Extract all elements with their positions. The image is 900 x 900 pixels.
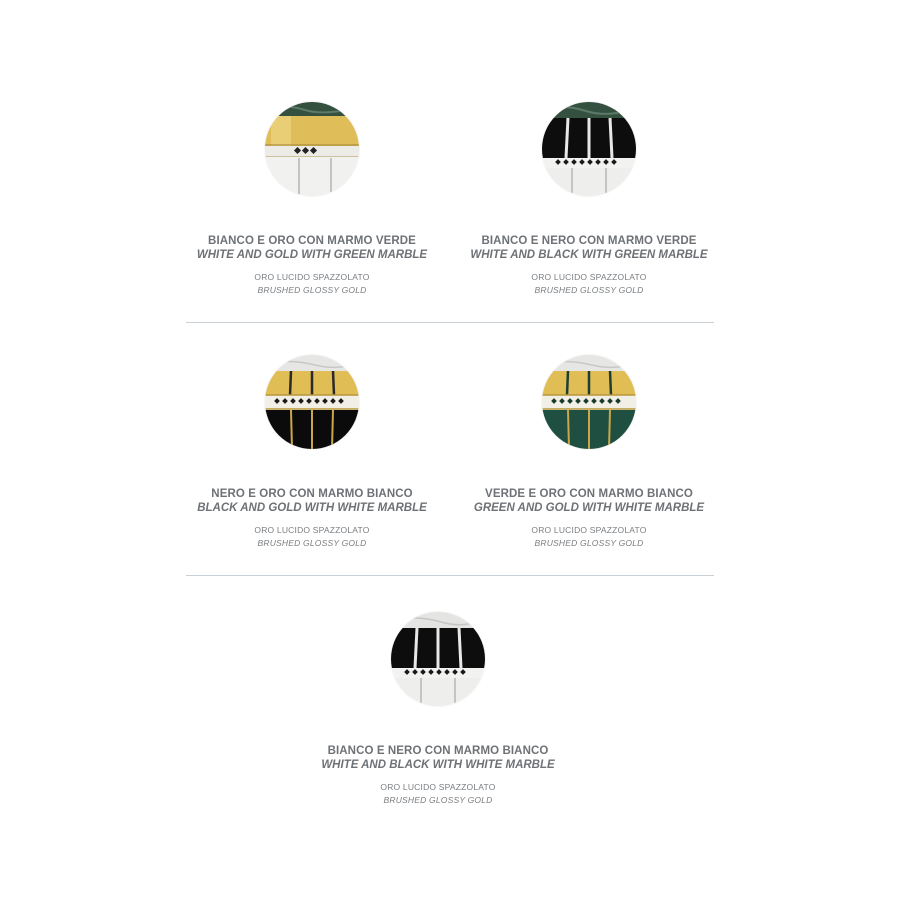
finish-item: [298, 612, 578, 807]
color-name-english: WHITE AND BLACK WITH GREEN MARBLE: [470, 249, 708, 261]
finish-italian: ORO LUCIDO SPAZZOLATO: [531, 525, 647, 535]
finish-english: BRUSHED GLOSSY GOLD: [257, 285, 367, 295]
finish-english: BRUSHED GLOSSY GOLD: [534, 285, 644, 295]
finish-item: [172, 102, 452, 297]
finish-swatch-image: [265, 355, 359, 449]
color-name-english: WHITE AND GOLD WITH GREEN MARBLE: [196, 249, 428, 261]
color-name-italian: BIANCO E ORO CON MARMO VERDE: [208, 235, 416, 247]
finish-italian: ORO LUCIDO SPAZZOLATO: [531, 272, 647, 282]
color-name-italian: BIANCO E NERO CON MARMO VERDE: [481, 235, 697, 247]
color-name-english: GREEN AND GOLD WITH WHITE MARBLE: [473, 502, 705, 514]
finish-swatch-image: [391, 612, 485, 706]
finish-item: [172, 355, 452, 550]
finish-swatch-image: [265, 102, 359, 196]
color-name-english: BLACK AND GOLD WITH WHITE MARBLE: [197, 502, 427, 514]
color-name-english: WHITE AND BLACK WITH WHITE MARBLE: [321, 759, 555, 771]
finish-swatch-image: [542, 355, 636, 449]
finish-english: BRUSHED GLOSSY GOLD: [383, 795, 493, 805]
color-name-italian: BIANCO E NERO CON MARMO BIANCO: [327, 745, 549, 757]
finish-italian: ORO LUCIDO SPAZZOLATO: [254, 525, 370, 535]
finish-swatch-image: [542, 102, 636, 196]
section-divider: [186, 575, 714, 576]
color-name-italian: VERDE E ORO CON MARMO BIANCO: [485, 488, 693, 500]
color-name-italian: NERO E ORO CON MARMO BIANCO: [211, 488, 413, 500]
finish-item: [449, 102, 729, 297]
section-divider: [186, 322, 714, 323]
finish-italian: ORO LUCIDO SPAZZOLATO: [254, 272, 370, 282]
finish-italian: ORO LUCIDO SPAZZOLATO: [380, 782, 496, 792]
finish-english: BRUSHED GLOSSY GOLD: [534, 538, 644, 548]
finish-english: BRUSHED GLOSSY GOLD: [257, 538, 367, 548]
finish-item: [449, 355, 729, 550]
